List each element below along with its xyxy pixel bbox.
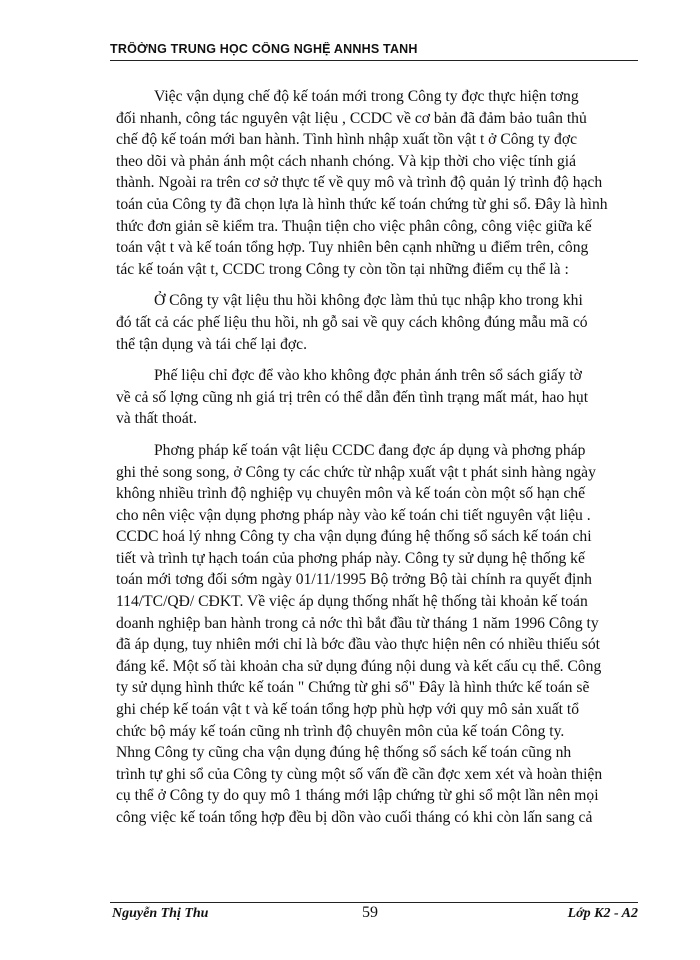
- text-line: đáng kể. Một số tài khoản cha sử dụng đúng nội dung và kết cấu cụ thể. Công: [116, 657, 602, 675]
- text-line: ghi chép kế toán vật t và kế toán tổng hợp phù hợp với quy mô sản xuất tổ: [116, 701, 580, 719]
- footer-class: Lớp K2 - A2: [567, 906, 638, 921]
- text-line: Phế liệu chỉ đợc để vào kho không đợc phản ánh trên sổ sách giấy tờ: [154, 367, 582, 385]
- text-line: toán vật t và kế toán tổng hợp. Tuy nhiên bên cạnh những u điểm trên, công: [116, 239, 589, 257]
- text-line: thức đơn giản sẽ kiểm tra. Thuận tiện cho việc phân công, công việc giữa kế: [116, 217, 592, 235]
- text-line: đối nhanh, công tác nguyên vật liệu , CCDC về cơ bản đã đảm bảo tuân thủ: [116, 109, 587, 127]
- document-body: [116, 86, 634, 839]
- text-line: doanh nghiệp ban hành trong cả nớc thì bắt đầu từ tháng 1 năm 1996 Công ty: [116, 614, 599, 632]
- text-line: Nhng Công ty cũng cha vận dụng đúng hệ thống sổ sách kế toán cũng nh: [116, 744, 572, 762]
- text-line: đã áp dụng, tuy nhiên mới chỉ là bớc đầu vào thực hiện nên có nhiều thiếu sót: [116, 636, 600, 654]
- text-line: Ở Công ty vật liệu thu hồi không đợc làm thủ tục nhập kho trong khi: [154, 292, 583, 310]
- text-line: không nhiều trình độ nghiệp vụ chuyên môn và kế toán còn một số hạn chế: [116, 485, 586, 503]
- text-line: cụ thể ở Công ty do quy mô 1 tháng mới lập chứng từ ghi sổ một lần nên mọi: [116, 787, 599, 805]
- paragraph: [116, 365, 634, 430]
- footer-author: Nguyễn Thị Thu: [112, 906, 209, 921]
- text-line: Việc vận dụng chế độ kế toán mới trong Công ty đợc thực hiện tơng: [154, 88, 579, 105]
- text-line: chức bộ máy kế toán cũng nh trình độ chuyên môn của kế toán Công ty.: [116, 722, 565, 740]
- paragraph: [116, 440, 634, 829]
- text-line: đó tất cả các phế liệu thu hồi, nh gỗ sai về quy cách không đúng mẫu mã có: [116, 313, 588, 331]
- text-line: cho nên việc vận dụng phơng pháp này vào kế toán chi tiết nguyên vật liệu .: [116, 506, 591, 524]
- text-line: tác kế toán vật t, CCDC trong Công ty còn tồn tại những điểm cụ thể là :: [116, 260, 569, 278]
- text-line: ty sử dụng hình thức kế toán " Chứng từ ghi sổ" Đây là hình thức kế toán sẽ: [116, 679, 590, 697]
- text-line: thể tận dụng và tái chế lại đợc.: [116, 335, 307, 353]
- page-number: 59: [362, 904, 378, 921]
- paragraph: [116, 86, 634, 280]
- header-divider: [110, 60, 638, 61]
- text-line: ghi thẻ song song, ở Công ty các chức từ nhập xuất vật t phát sinh hàng ngày: [116, 463, 596, 481]
- footer-divider: [110, 902, 638, 903]
- text-line: Phơng pháp kế toán vật liệu CCDC đang đợc áp dụng và phơng pháp: [154, 441, 586, 459]
- paragraph: [116, 290, 634, 355]
- text-line: trình tự ghi sổ của Công ty cùng một số vấn đề cần đợc xem xét và hoàn thiện: [116, 765, 603, 783]
- page-header: TRÔỜNG TRUNG HỌC CÔNG NGHỆ ANNHS TANH: [110, 42, 418, 56]
- text-line: chế độ kế toán mới ban hành. Tình hình nhập xuất tồn vật t ở Công ty đợc: [116, 131, 577, 149]
- text-line: CCDC hoá lý nhng Công ty cha vận dụng đúng hệ thống sổ sách kế toán chi: [116, 528, 592, 546]
- text-line: tiết và trình tự hạch toán của phơng pháp này. Công ty sử dụng hệ thống kế: [116, 549, 585, 567]
- text-line: toán của Công ty đã chọn lựa là hình thức kế toán chứng từ ghi sổ. Đây là hình: [116, 195, 608, 213]
- text-line: và thất thoát.: [116, 410, 197, 428]
- text-line: thành. Ngoài ra trên cơ sở thực tế về quy mô và trình độ quản lý trình độ hạch: [116, 174, 603, 192]
- text-line: 114/TC/QĐ/ CĐKT. Về việc áp dụng thống nhất hệ thống tài khoản kế toán: [116, 593, 588, 611]
- text-line: công việc kế toán tổng hợp đều bị dồn vào cuối tháng có khi còn lấn sang cả: [116, 809, 593, 826]
- text-line: toán mới tơng đối sớm ngày 01/11/1995 Bộ trởng Bộ tài chính ra quyết định: [116, 571, 592, 589]
- text-line: theo dõi và phản ánh một cách nhanh chóng. Và kịp thời cho việc tính giá: [116, 152, 577, 170]
- text-line: về cả số lợng cũng nh giá trị trên có thể dẫn đến tình trạng mất mát, hao hụt: [116, 388, 589, 406]
